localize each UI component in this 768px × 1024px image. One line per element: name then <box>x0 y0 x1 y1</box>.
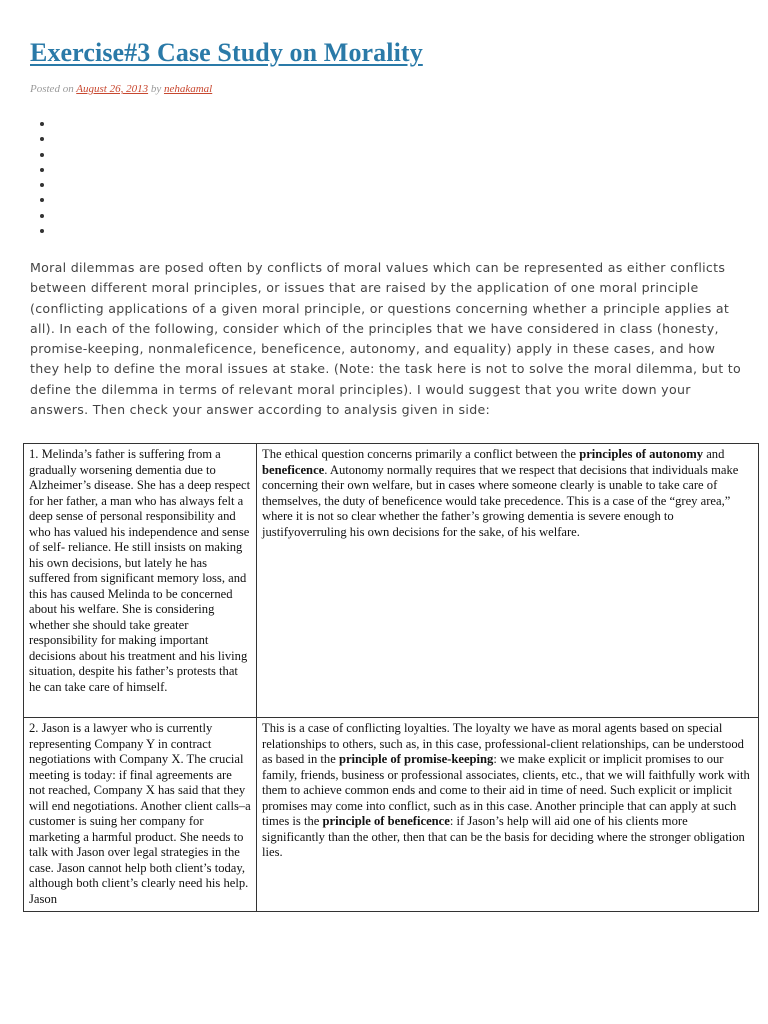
case-study-table <box>23 443 759 912</box>
principle-highlight: principle of promise-keeping <box>338 752 494 766</box>
case-analysis-cell <box>257 444 759 718</box>
principle-highlight: beneficence <box>262 462 325 477</box>
posted-on-label: Posted on <box>30 83 74 95</box>
case-analysis-cell <box>257 718 759 912</box>
post-title[interactable]: Exercise#3 Case Study on Morality <box>30 38 423 67</box>
post-meta <box>30 83 212 95</box>
analysis-text: : we make explicit or implicit promises to our family, friends, business or professional associates, clients, etc., that we will faithfully work with them to achieve common ends and come to their aid in time of need. Such explicit or implicit promises may come into conflict, such as in this case. Another principle that can apply at such times is the <box>262 752 750 828</box>
post-date-link[interactable]: August 26, 2013 <box>76 83 149 95</box>
share-links-list <box>30 116 40 238</box>
case-description-cell: 1. Melinda’s father is suffering from a gradually worsening dementia due to Alzheimer’s disease. She has a deep respect for her father, a man who has always felt a deep sense of personal responsibility and who has valued his independence and sense of self- reliance. He still insists on making his own decisions, but lately he has suffered from significant memory loss, and this has caused Melinda to be concerned about his welfare. She is considering whether she should take greater responsibility for making important decisions about his treatment and his living situation, despite his father’s protests that he can take care of himself. <box>24 444 257 718</box>
analysis-text: . Autonomy normally requires that we respect that decisions that individuals make concerning their own welfare, but in cases where someone clearly is unable to take care of themselves, the duty of beneficence would take precedence. This is a case of the “grey area,” where it is not so clear whether the father’s growing dementia is severe enough to justifyoverruling his own decisions for the sake, of his welfare. <box>262 462 739 539</box>
author-link[interactable]: nehakamal <box>163 83 213 95</box>
intro-paragraph: Moral dilemmas are posed often by conflicts of moral values which can be represented as either conflicts between different moral principles, or issues that are raised by the application of one moral principle (conflicting applications of a given moral principle, or questions concerning whether a principle applies at all). In each of the following, consider which of the principles that we have considered in class (honesty, promise-keeping, nonmaleficence, beneficence, autonomy, and equality) apply in these cases, and how they help to define the moral issues at stake. (Note: the task here is not to solve the moral dilemma, but to define the dilemma in terms of relevant moral principles). I would suggest that you write down your answers. Then check your answer according to analysis given in side: <box>30 260 741 418</box>
analysis-text: This is a case of conflicting loyalties. The loyalty we have as moral agents based on special relationships to others, such as, in this case, professional-client relationships, can be understood as based in the <box>262 721 744 766</box>
principle-highlight: principles of autonomy <box>579 447 704 461</box>
analysis-text: The ethical question concerns primarily a conflict between the <box>262 447 577 461</box>
principle-highlight: principle of beneficence <box>322 814 450 828</box>
case-description-cell: 2. Jason is a lawyer who is currently representing Company Y in contract negotiations with Company X. The crucial meeting is today: if final agreements are not reached, Company X has said that they will end negotiations. Another client calls–a customer is suing her company for marketing a harmful product. She needs to talk with Jason over legal strategies in the case. Jason cannot help both client’s today, although both client’s clearly need his help. Jason <box>24 718 257 912</box>
table-row <box>24 718 759 912</box>
by-label: by <box>150 83 162 95</box>
table-row <box>24 444 759 718</box>
analysis-text: : if Jason’s help will aid one of his clients more significantly than the other, then that can be the basis for deciding where the stronger obligation lies. <box>262 814 745 859</box>
analysis-text: and <box>706 447 725 461</box>
